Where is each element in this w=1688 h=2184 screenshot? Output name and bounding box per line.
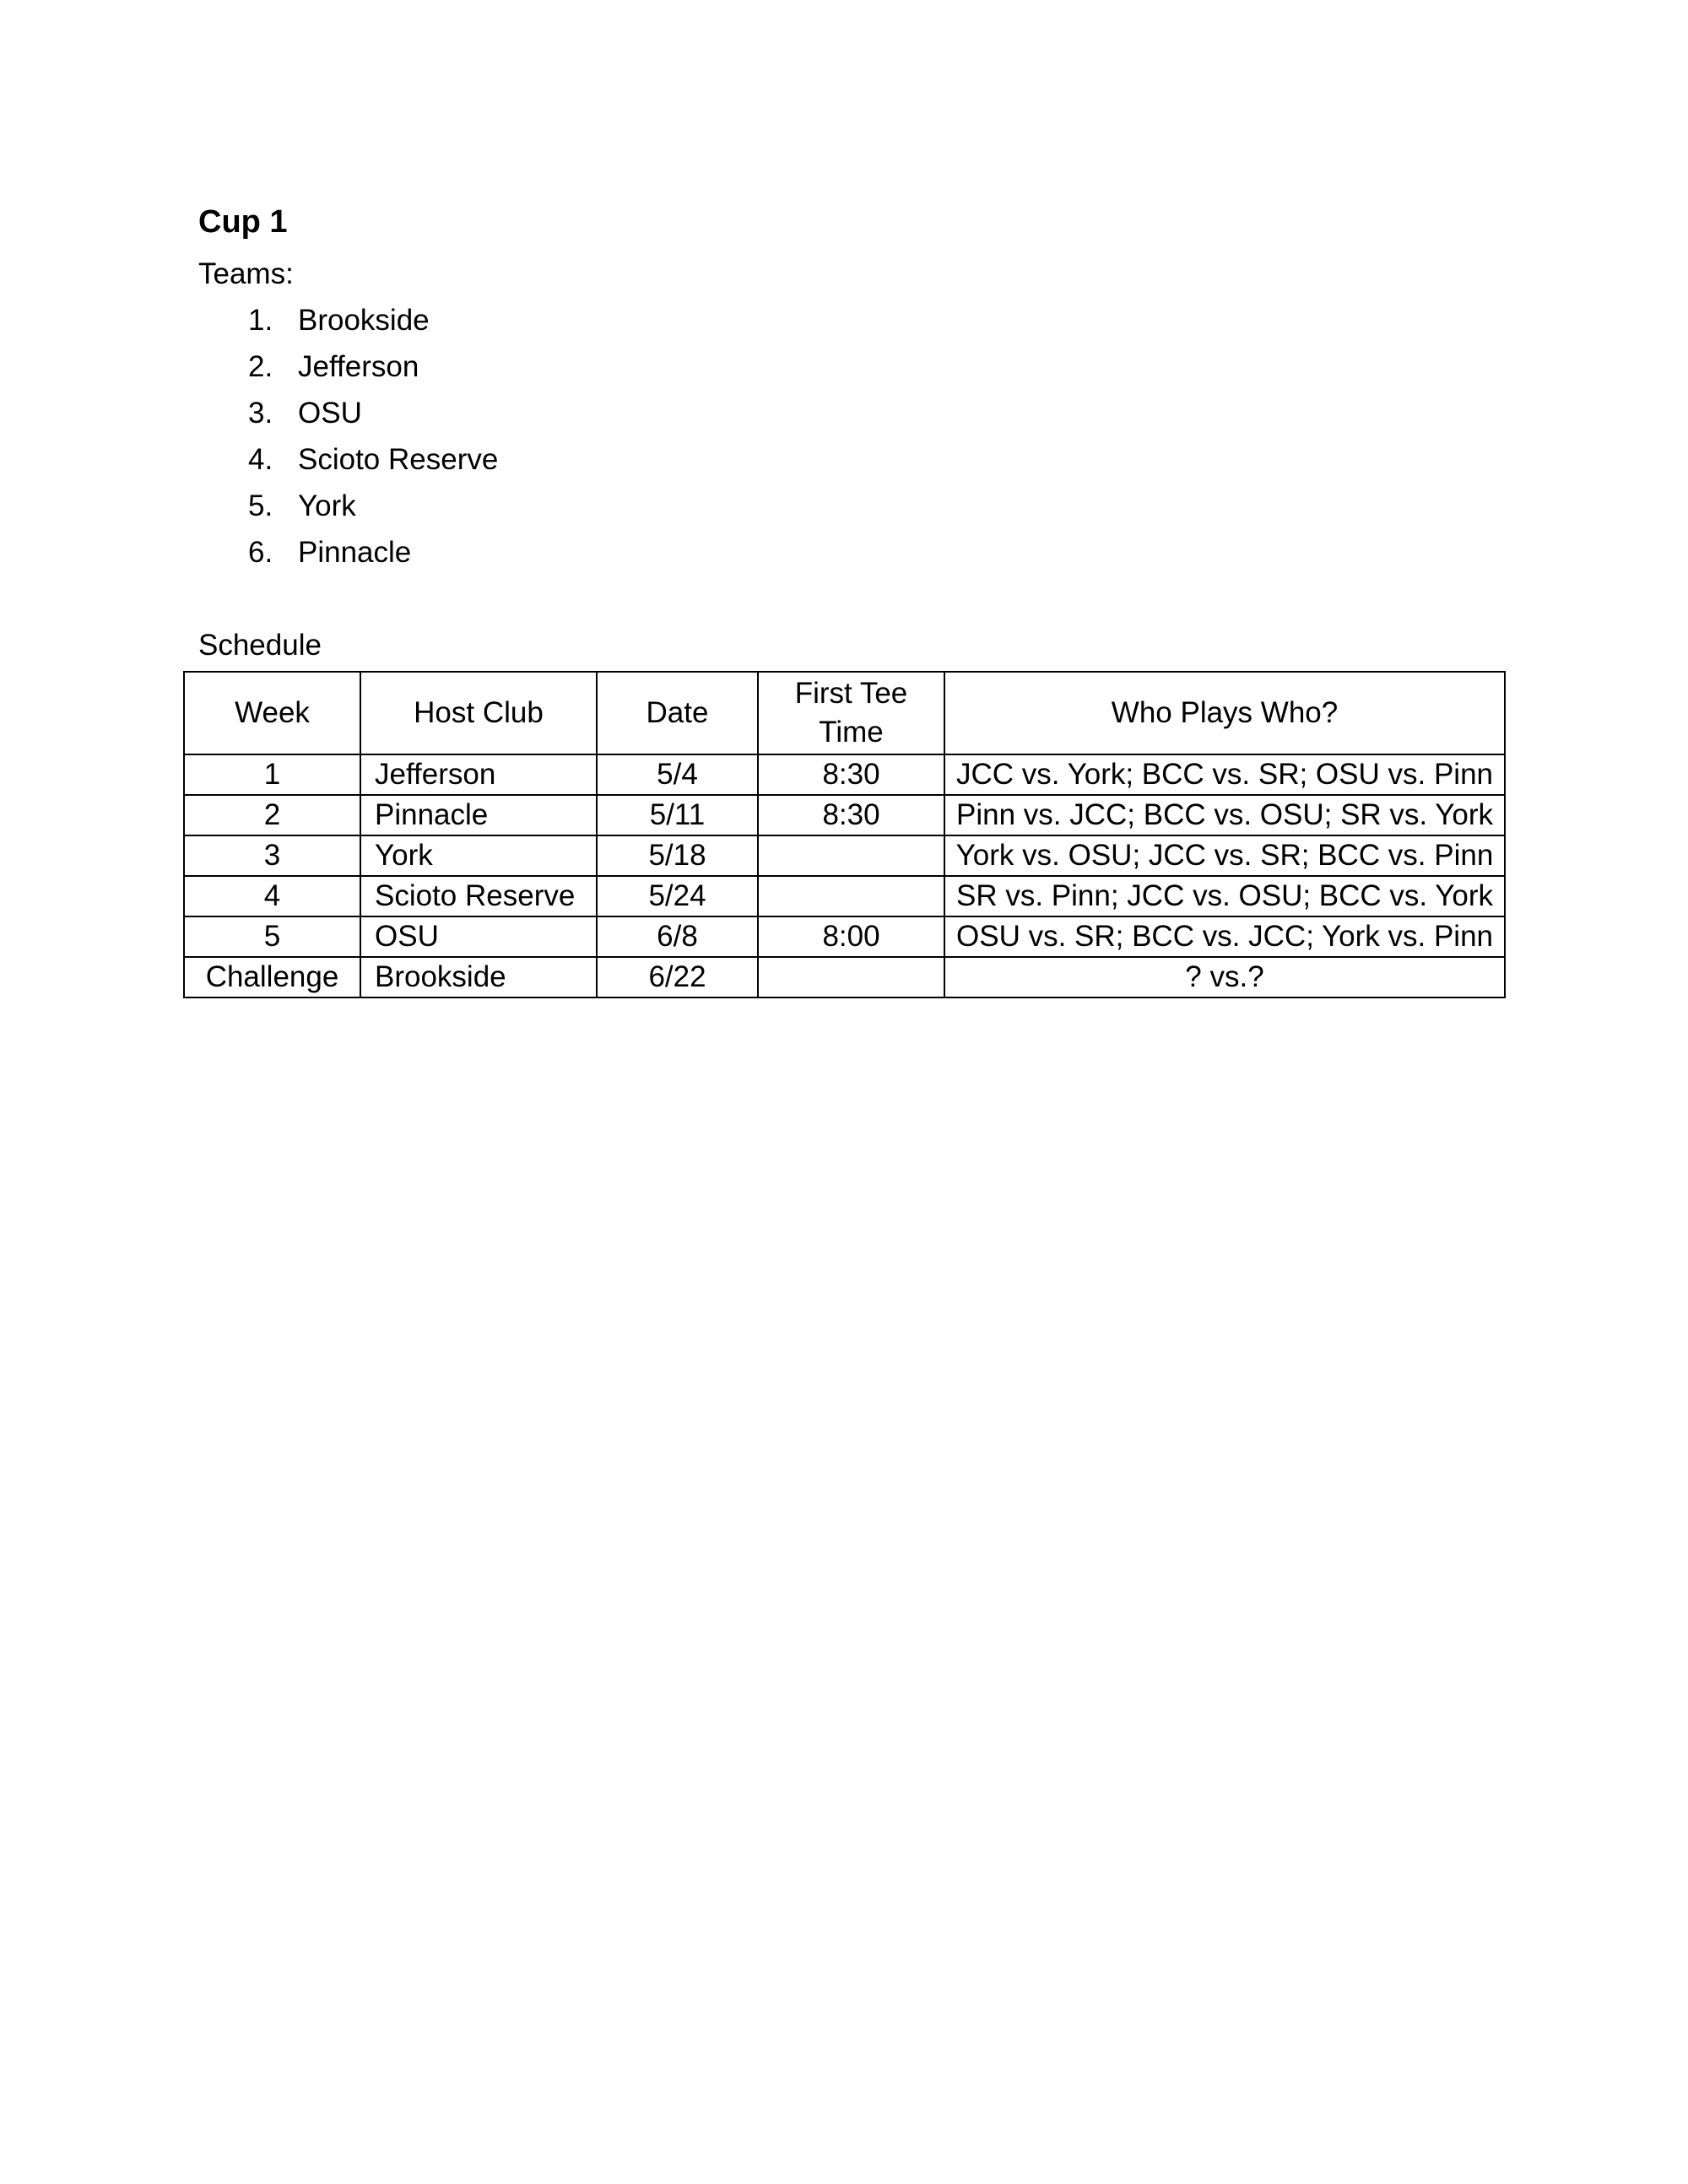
header-date: Date bbox=[597, 672, 758, 754]
header-week: Week bbox=[184, 672, 360, 754]
cell-tee-time: 8:30 bbox=[758, 754, 944, 795]
schedule-label: Schedule bbox=[198, 629, 322, 662]
cell-date: 5/18 bbox=[597, 835, 758, 876]
team-name: OSU bbox=[298, 397, 362, 430]
table-row bbox=[184, 957, 1505, 997]
cell-week: Challenge bbox=[184, 957, 360, 997]
cell-host-club: Scioto Reserve bbox=[360, 876, 597, 916]
header-first-tee-time bbox=[758, 672, 944, 754]
team-name: Jefferson bbox=[298, 350, 419, 383]
team-item bbox=[0, 436, 760, 483]
team-name: Scioto Reserve bbox=[298, 443, 499, 476]
cell-week: 4 bbox=[184, 876, 360, 916]
cell-matchups: SR vs. Pinn; JCC vs. OSU; BCC vs. York bbox=[944, 876, 1505, 916]
cell-tee-time bbox=[758, 876, 944, 916]
cell-tee-time: 8:00 bbox=[758, 916, 944, 957]
team-list bbox=[0, 297, 760, 576]
team-item bbox=[0, 343, 760, 390]
team-number: 5. bbox=[248, 489, 273, 522]
cell-week: 2 bbox=[184, 795, 360, 835]
table-row bbox=[184, 916, 1505, 957]
cell-date: 5/24 bbox=[597, 876, 758, 916]
cell-host-club: York bbox=[360, 835, 597, 876]
cell-host-club: Jefferson bbox=[360, 754, 597, 795]
header-who-plays-who: Who Plays Who? bbox=[944, 672, 1505, 754]
team-number: 2. bbox=[248, 350, 273, 383]
table-row bbox=[184, 754, 1505, 795]
cell-matchups: OSU vs. SR; BCC vs. JCC; York vs. Pinn bbox=[944, 916, 1505, 957]
team-item bbox=[0, 483, 760, 529]
team-item bbox=[0, 297, 760, 343]
table-header-row bbox=[184, 672, 1505, 754]
team-number: 1. bbox=[248, 304, 273, 337]
table-row bbox=[184, 876, 1505, 916]
cell-week: 1 bbox=[184, 754, 360, 795]
cell-matchups: Pinn vs. JCC; BCC vs. OSU; SR vs. York bbox=[944, 795, 1505, 835]
header-first-tee-line1: First Tee bbox=[794, 677, 908, 710]
team-name: York bbox=[298, 489, 356, 522]
cell-week: 3 bbox=[184, 835, 360, 876]
teams-label: Teams: bbox=[198, 257, 294, 290]
cell-matchups: JCC vs. York; BCC vs. SR; OSU vs. Pinn bbox=[944, 754, 1505, 795]
table-row bbox=[184, 835, 1505, 876]
cell-date: 6/8 bbox=[597, 916, 758, 957]
cell-matchups: ? vs.? bbox=[944, 957, 1505, 997]
cell-host-club: OSU bbox=[360, 916, 597, 957]
schedule-table bbox=[183, 671, 1506, 998]
team-name: Brookside bbox=[298, 304, 430, 337]
cell-matchups: York vs. OSU; JCC vs. SR; BCC vs. Pinn bbox=[944, 835, 1505, 876]
header-first-tee-line2: Time bbox=[819, 716, 884, 749]
team-item bbox=[0, 529, 760, 576]
cell-tee-time bbox=[758, 835, 944, 876]
team-number: 3. bbox=[248, 397, 273, 430]
cell-date: 5/4 bbox=[597, 754, 758, 795]
team-item bbox=[0, 390, 760, 436]
table-row bbox=[184, 795, 1505, 835]
cell-date: 6/22 bbox=[597, 957, 758, 997]
cell-tee-time: 8:30 bbox=[758, 795, 944, 835]
team-number: 6. bbox=[248, 536, 273, 569]
team-name: Pinnacle bbox=[298, 536, 412, 569]
header-host-club: Host Club bbox=[360, 672, 597, 754]
document-title: Cup 1 bbox=[198, 204, 288, 240]
cell-week: 5 bbox=[184, 916, 360, 957]
cell-date: 5/11 bbox=[597, 795, 758, 835]
cell-host-club: Brookside bbox=[360, 957, 597, 997]
cell-tee-time bbox=[758, 957, 944, 997]
cell-host-club: Pinnacle bbox=[360, 795, 597, 835]
team-number: 4. bbox=[248, 443, 273, 476]
